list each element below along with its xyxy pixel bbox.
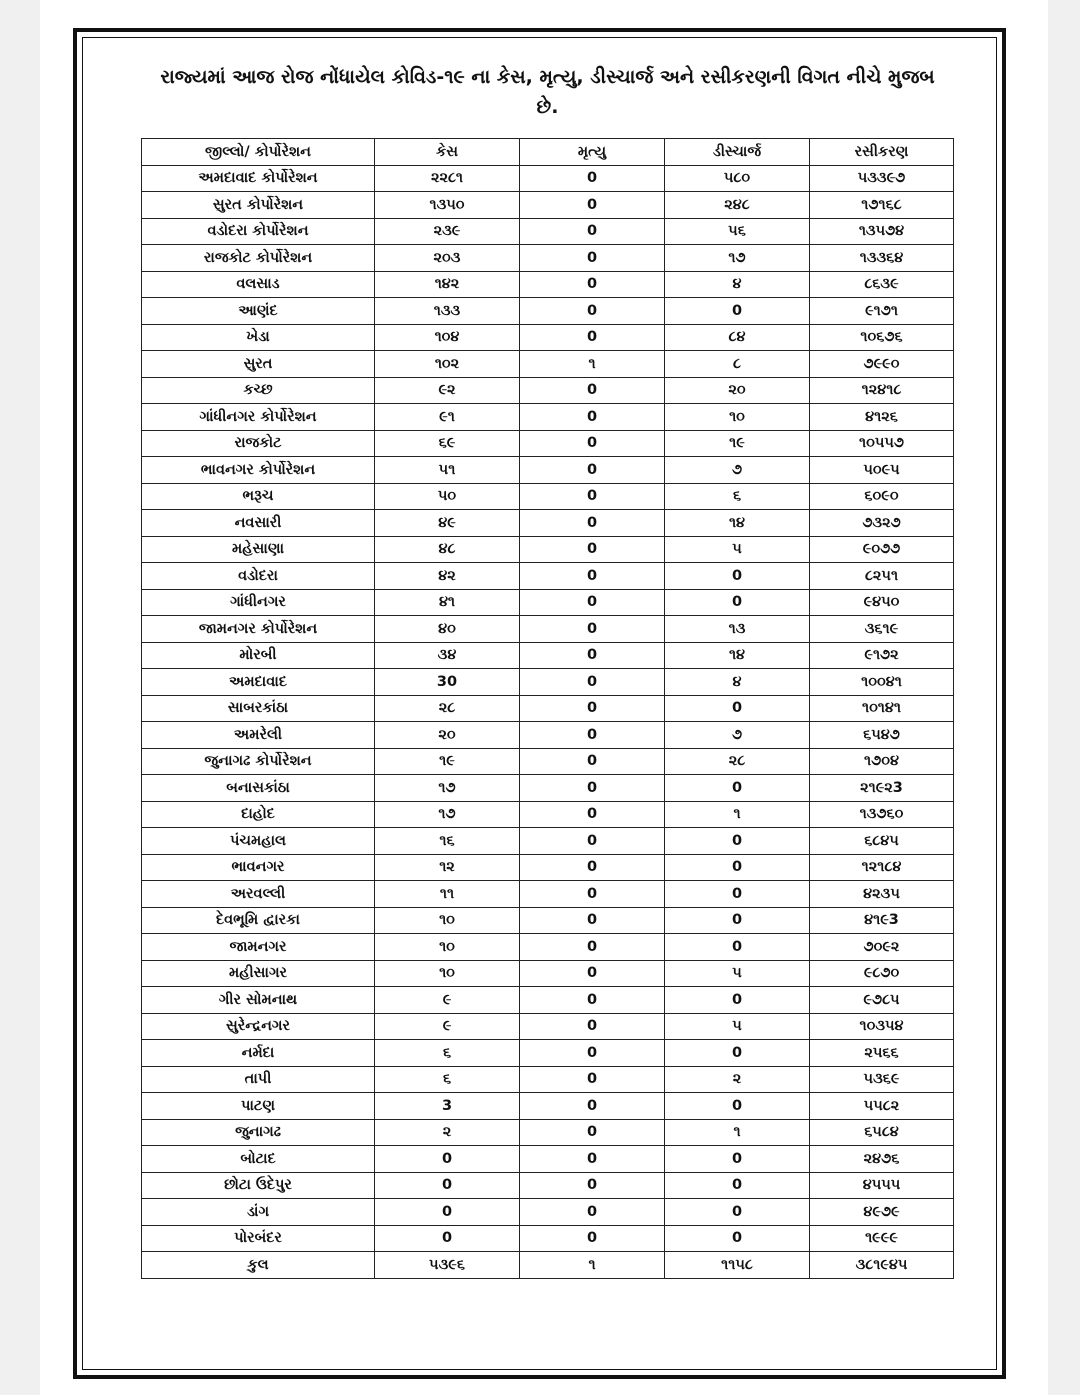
cases-cell: ૧૩૩ xyxy=(375,298,520,325)
vaccination-cell: ૨૫૬૬ xyxy=(810,1040,954,1067)
district-cell: આણંદ xyxy=(142,298,375,325)
district-cell: ગીર સોમનાથ xyxy=(142,987,375,1014)
deaths-cell: 0 xyxy=(520,245,665,272)
table-row xyxy=(142,271,954,298)
total-district-cell: કુલ xyxy=(142,1252,375,1279)
deaths-cell: 0 xyxy=(520,457,665,484)
table-row xyxy=(142,483,954,510)
vaccination-cell: ૬૮૪૫ xyxy=(810,828,954,855)
district-cell: તાપી xyxy=(142,1066,375,1093)
vaccination-cell: ૧૩૭૬૦ xyxy=(810,801,954,828)
district-cell: દેવભૂમિ દ્વારકા xyxy=(142,907,375,934)
discharge-cell: 0 xyxy=(665,1093,810,1120)
discharge-cell: ૨૮ xyxy=(665,748,810,775)
deaths-cell: 0 xyxy=(520,960,665,987)
table-row xyxy=(142,536,954,563)
deaths-cell: 0 xyxy=(520,1172,665,1199)
table-row xyxy=(142,1225,954,1252)
deaths-cell: 0 xyxy=(520,377,665,404)
district-cell: અમદાવાદ કોર્પોરેશન xyxy=(142,165,375,192)
cases-cell: ૪૨ xyxy=(375,563,520,590)
vaccination-cell: ૧૨૧૮૪ xyxy=(810,854,954,881)
table-row xyxy=(142,854,954,881)
deaths-cell: 0 xyxy=(520,748,665,775)
cases-cell: ૫૦ xyxy=(375,483,520,510)
table-row xyxy=(142,1040,954,1067)
district-cell: જુનાગઢ કોર્પોરેશન xyxy=(142,748,375,775)
table-row xyxy=(142,430,954,457)
vaccination-cell: ૭૦૯૨ xyxy=(810,934,954,961)
district-cell: અરવલ્લી xyxy=(142,881,375,908)
deaths-cell: 0 xyxy=(520,324,665,351)
discharge-cell: 0 xyxy=(665,854,810,881)
deaths-cell: 0 xyxy=(520,1225,665,1252)
discharge-cell: ૫ xyxy=(665,960,810,987)
district-cell: નર્મદા xyxy=(142,1040,375,1067)
district-cell: અમદાવાદ xyxy=(142,669,375,696)
cases-cell: ૬ xyxy=(375,1066,520,1093)
vaccination-cell: ૭૯૯૦ xyxy=(810,351,954,378)
cases-cell: ૨૨૮૧ xyxy=(375,165,520,192)
cases-cell: ૧૦ xyxy=(375,934,520,961)
deaths-cell: 0 xyxy=(520,404,665,431)
district-cell: ગાંધીનગર કોર્પોરેશન xyxy=(142,404,375,431)
district-cell: ભાવનગર xyxy=(142,854,375,881)
cases-cell: ૪૯ xyxy=(375,510,520,537)
vaccination-cell: ૯૮૭૦ xyxy=(810,960,954,987)
vaccination-cell: ૧૭૦૪ xyxy=(810,748,954,775)
discharge-cell: 0 xyxy=(665,1146,810,1173)
table-row xyxy=(142,510,954,537)
vaccination-cell: ૯૦૭૭ xyxy=(810,536,954,563)
table-row xyxy=(142,722,954,749)
table-row xyxy=(142,934,954,961)
cases-cell: ૧૦ xyxy=(375,960,520,987)
table-row xyxy=(142,642,954,669)
header-discharge: ડીસ્ચાર્જ xyxy=(665,139,810,166)
document-title: રાજ્યમાં આજ રોજ નોંધાયેલ કોવિડ-૧૯ ના કેસ, મૃત્યુ, ડીસ્ચાર્જ અને રસીકરણની વિગત નીચે મુજબ છે. xyxy=(160,66,935,118)
vaccination-cell: ૭૩૨૭ xyxy=(810,510,954,537)
discharge-cell: 0 xyxy=(665,1040,810,1067)
district-cell: જામનગર કોર્પોરેશન xyxy=(142,616,375,643)
table-row xyxy=(142,351,954,378)
total-cases-cell: ૫૩૯૬ xyxy=(375,1252,520,1279)
discharge-cell: 0 xyxy=(665,907,810,934)
cases-cell: ૧૦૪ xyxy=(375,324,520,351)
discharge-cell: ૪ xyxy=(665,271,810,298)
vaccination-cell: ૧૩૩૬૪ xyxy=(810,245,954,272)
vaccination-cell: ૪૯૭૯ xyxy=(810,1199,954,1226)
district-cell: વડોદરા xyxy=(142,563,375,590)
table-body xyxy=(142,165,954,1278)
covid-district-table xyxy=(141,138,954,1279)
table-row xyxy=(142,563,954,590)
discharge-cell: ૫ xyxy=(665,536,810,563)
discharge-cell: 0 xyxy=(665,563,810,590)
district-cell: ડાંગ xyxy=(142,1199,375,1226)
deaths-cell: 0 xyxy=(520,801,665,828)
vaccination-cell: ૬૫૪૭ xyxy=(810,722,954,749)
table-header-row xyxy=(142,139,954,166)
total-discharge-cell: ૧૧૫૮ xyxy=(665,1252,810,1279)
table-row xyxy=(142,881,954,908)
discharge-cell: ૧૯ xyxy=(665,430,810,457)
discharge-cell: 0 xyxy=(665,589,810,616)
district-cell: સુરત xyxy=(142,351,375,378)
vaccination-cell: ૮૨૫૧ xyxy=(810,563,954,590)
district-cell: બોટાદ xyxy=(142,1146,375,1173)
table-row xyxy=(142,1199,954,1226)
district-cell: સુરત કોર્પોરેશન xyxy=(142,192,375,219)
cases-cell: ૪૦ xyxy=(375,616,520,643)
cases-cell: ૧૧ xyxy=(375,881,520,908)
cases-cell: ૧૩૫૦ xyxy=(375,192,520,219)
deaths-cell: 0 xyxy=(520,271,665,298)
cases-cell: ૨૩૯ xyxy=(375,218,520,245)
cases-cell: ૫૧ xyxy=(375,457,520,484)
deaths-cell: 0 xyxy=(520,881,665,908)
deaths-cell: 0 xyxy=(520,722,665,749)
deaths-cell: 0 xyxy=(520,536,665,563)
discharge-cell: ૨૪૮ xyxy=(665,192,810,219)
cases-cell: 0 xyxy=(375,1146,520,1173)
deaths-cell: 0 xyxy=(520,1013,665,1040)
vaccination-cell: ૧૨૪૧૮ xyxy=(810,377,954,404)
vaccination-cell: ૯૪૫૦ xyxy=(810,589,954,616)
discharge-cell: ૮૪ xyxy=(665,324,810,351)
district-cell: સુરેન્દ્રનગર xyxy=(142,1013,375,1040)
district-cell: નવસારી xyxy=(142,510,375,537)
total-row xyxy=(142,1252,954,1279)
vaccination-cell: ૯૧૭૧ xyxy=(810,298,954,325)
district-cell: છોટા ઉદેપુર xyxy=(142,1172,375,1199)
district-cell: પાટણ xyxy=(142,1093,375,1120)
district-cell: જુનાગઢ xyxy=(142,1119,375,1146)
district-cell: રાજકોટ xyxy=(142,430,375,457)
table-row xyxy=(142,907,954,934)
cases-cell: ૧૯ xyxy=(375,748,520,775)
table-row xyxy=(142,165,954,192)
vaccination-cell: ૧૦૧૪૧ xyxy=(810,695,954,722)
discharge-cell: 0 xyxy=(665,881,810,908)
vaccination-cell: ૫૩૩૯૭ xyxy=(810,165,954,192)
deaths-cell: 0 xyxy=(520,192,665,219)
vaccination-cell: ૩૬૧૯ xyxy=(810,616,954,643)
deaths-cell: 0 xyxy=(520,907,665,934)
vaccination-cell: ૨૪૭૬ xyxy=(810,1146,954,1173)
vaccination-cell: ૧૦૦૪૧ xyxy=(810,669,954,696)
table-row xyxy=(142,1013,954,1040)
discharge-cell: 0 xyxy=(665,775,810,802)
deaths-cell: 0 xyxy=(520,165,665,192)
discharge-cell: ૧૦ xyxy=(665,404,810,431)
table-row xyxy=(142,748,954,775)
district-cell: મહીસાગર xyxy=(142,960,375,987)
cases-cell: ૯ xyxy=(375,987,520,1014)
district-cell: મોરબી xyxy=(142,642,375,669)
deaths-cell: 0 xyxy=(520,854,665,881)
header-vaccination: રસીકરણ xyxy=(810,139,954,166)
vaccination-cell: ૪૨૩૫ xyxy=(810,881,954,908)
vaccination-cell: ૧૦૩૫૪ xyxy=(810,1013,954,1040)
vaccination-cell: ૧૦૬૭૬ xyxy=(810,324,954,351)
vaccination-cell: ૧૭૧૬૮ xyxy=(810,192,954,219)
cases-cell: ૧૭ xyxy=(375,775,520,802)
vaccination-cell: ૪૫૫૫ xyxy=(810,1172,954,1199)
discharge-cell: ૪ xyxy=(665,669,810,696)
table-row xyxy=(142,828,954,855)
discharge-cell: 0 xyxy=(665,934,810,961)
table-row xyxy=(142,775,954,802)
deaths-cell: 0 xyxy=(520,987,665,1014)
deaths-cell: 0 xyxy=(520,298,665,325)
cases-cell: 30 xyxy=(375,669,520,696)
cases-cell: ૧૦૨ xyxy=(375,351,520,378)
discharge-cell: ૬ xyxy=(665,483,810,510)
total-deaths-cell: ૧ xyxy=(520,1252,665,1279)
deaths-cell: 0 xyxy=(520,589,665,616)
discharge-cell: 0 xyxy=(665,1199,810,1226)
district-cell: મહેસાણા xyxy=(142,536,375,563)
vaccination-cell: ૧૦૫૫૭ xyxy=(810,430,954,457)
cases-cell: 3 xyxy=(375,1093,520,1120)
discharge-cell: ૧૩ xyxy=(665,616,810,643)
cases-cell: 0 xyxy=(375,1199,520,1226)
deaths-cell: 0 xyxy=(520,218,665,245)
cases-cell: ૩૪ xyxy=(375,642,520,669)
discharge-cell: 0 xyxy=(665,1225,810,1252)
discharge-cell: ૭ xyxy=(665,722,810,749)
discharge-cell: ૨૦ xyxy=(665,377,810,404)
cases-cell: ૬ xyxy=(375,1040,520,1067)
discharge-cell: ૧૪ xyxy=(665,510,810,537)
cases-cell: 0 xyxy=(375,1225,520,1252)
discharge-cell: ૭ xyxy=(665,457,810,484)
table-row xyxy=(142,218,954,245)
discharge-cell: ૨ xyxy=(665,1066,810,1093)
deaths-cell: 0 xyxy=(520,1146,665,1173)
deaths-cell: 0 xyxy=(520,642,665,669)
table-row xyxy=(142,377,954,404)
district-cell: બનાસકાંઠા xyxy=(142,775,375,802)
table-row xyxy=(142,298,954,325)
cases-cell: ૨૦૩ xyxy=(375,245,520,272)
vaccination-cell: ૫૦૯૫ xyxy=(810,457,954,484)
table-row xyxy=(142,1172,954,1199)
table-row xyxy=(142,1066,954,1093)
cases-cell: ૪૧ xyxy=(375,589,520,616)
deaths-cell: 0 xyxy=(520,1066,665,1093)
header-cases: કેસ xyxy=(375,139,520,166)
vaccination-cell: ૫૫૮૨ xyxy=(810,1093,954,1120)
total-vaccination-cell: ૩૮૧૯૪૫ xyxy=(810,1252,954,1279)
district-cell: દાહોદ xyxy=(142,801,375,828)
district-cell: કચ્છ xyxy=(142,377,375,404)
table-row xyxy=(142,695,954,722)
deaths-cell: 0 xyxy=(520,430,665,457)
deaths-cell: 0 xyxy=(520,616,665,643)
deaths-cell: 0 xyxy=(520,1040,665,1067)
cases-cell: ૧૪૨ xyxy=(375,271,520,298)
table-row xyxy=(142,616,954,643)
cases-cell: ૧૨ xyxy=(375,854,520,881)
deaths-cell: 0 xyxy=(520,1199,665,1226)
table-row xyxy=(142,801,954,828)
district-cell: પંચમહાલ xyxy=(142,828,375,855)
district-cell: વલસાડ xyxy=(142,271,375,298)
district-cell: અમરેલી xyxy=(142,722,375,749)
deaths-cell: 0 xyxy=(520,934,665,961)
deaths-cell: 0 xyxy=(520,669,665,696)
deaths-cell: 0 xyxy=(520,828,665,855)
discharge-cell: ૧૭ xyxy=(665,245,810,272)
vaccination-cell: ૮૬૩૯ xyxy=(810,271,954,298)
vaccination-cell: ૬૦૯૦ xyxy=(810,483,954,510)
discharge-cell: ૫૮૦ xyxy=(665,165,810,192)
district-cell: ભાવનગર કોર્પોરેશન xyxy=(142,457,375,484)
table-row xyxy=(142,192,954,219)
district-cell: ભરૂચ xyxy=(142,483,375,510)
deaths-cell: 0 xyxy=(520,510,665,537)
table-row xyxy=(142,1119,954,1146)
table-row xyxy=(142,245,954,272)
vaccination-cell: ૧૩૫૭૪ xyxy=(810,218,954,245)
vaccination-cell: ૧૯૯૯ xyxy=(810,1225,954,1252)
cases-cell: ૧૦ xyxy=(375,907,520,934)
cases-cell: ૬૯ xyxy=(375,430,520,457)
header-deaths: મૃત્યુ xyxy=(520,139,665,166)
deaths-cell: 0 xyxy=(520,695,665,722)
vaccination-cell: ૬૫૮૪ xyxy=(810,1119,954,1146)
table-row xyxy=(142,987,954,1014)
deaths-cell: 0 xyxy=(520,483,665,510)
deaths-cell: ૧ xyxy=(520,351,665,378)
discharge-cell: 0 xyxy=(665,695,810,722)
vaccination-cell: ૪૧૯3 xyxy=(810,907,954,934)
deaths-cell: 0 xyxy=(520,775,665,802)
discharge-cell: ૫૬ xyxy=(665,218,810,245)
vaccination-cell: ૫૩૬૯ xyxy=(810,1066,954,1093)
table-row xyxy=(142,589,954,616)
vaccination-cell: ૯૭૮૫ xyxy=(810,987,954,1014)
deaths-cell: 0 xyxy=(520,1093,665,1120)
table-row xyxy=(142,457,954,484)
deaths-cell: 0 xyxy=(520,1119,665,1146)
district-cell: ગાંધીનગર xyxy=(142,589,375,616)
discharge-cell: ૧૪ xyxy=(665,642,810,669)
district-cell: ખેડા xyxy=(142,324,375,351)
district-cell: રાજકોટ કોર્પોરેશન xyxy=(142,245,375,272)
table-row xyxy=(142,324,954,351)
district-cell: જામનગર xyxy=(142,934,375,961)
table-row xyxy=(142,669,954,696)
vaccination-cell: ૪૧૨૬ xyxy=(810,404,954,431)
discharge-cell: 0 xyxy=(665,987,810,1014)
table-row xyxy=(142,1146,954,1173)
vaccination-cell: ૨૧૯૨3 xyxy=(810,775,954,802)
discharge-cell: 0 xyxy=(665,298,810,325)
table-row xyxy=(142,1093,954,1120)
cases-cell: ૯૧ xyxy=(375,404,520,431)
cases-cell: ૯૨ xyxy=(375,377,520,404)
deaths-cell: 0 xyxy=(520,563,665,590)
table-row xyxy=(142,960,954,987)
cases-cell: 0 xyxy=(375,1172,520,1199)
discharge-cell: 0 xyxy=(665,828,810,855)
cases-cell: ૨ xyxy=(375,1119,520,1146)
discharge-cell: ૫ xyxy=(665,1013,810,1040)
cases-cell: ૨૦ xyxy=(375,722,520,749)
discharge-cell: ૮ xyxy=(665,351,810,378)
cases-cell: ૧૭ xyxy=(375,801,520,828)
vaccination-cell: ૯૧૭૨ xyxy=(810,642,954,669)
cases-cell: ૨૮ xyxy=(375,695,520,722)
cases-cell: ૪૮ xyxy=(375,536,520,563)
cases-cell: ૧૬ xyxy=(375,828,520,855)
district-cell: પોરબંદર xyxy=(142,1225,375,1252)
discharge-cell: 0 xyxy=(665,1172,810,1199)
discharge-cell: ૧ xyxy=(665,1119,810,1146)
table-row xyxy=(142,404,954,431)
district-cell: વડોદરા કોર્પોરેશન xyxy=(142,218,375,245)
header-district: જીલ્લો/ કોર્પોરેશન xyxy=(142,139,375,166)
cases-cell: ૯ xyxy=(375,1013,520,1040)
discharge-cell: ૧ xyxy=(665,801,810,828)
district-cell: સાબરકાંઠા xyxy=(142,695,375,722)
